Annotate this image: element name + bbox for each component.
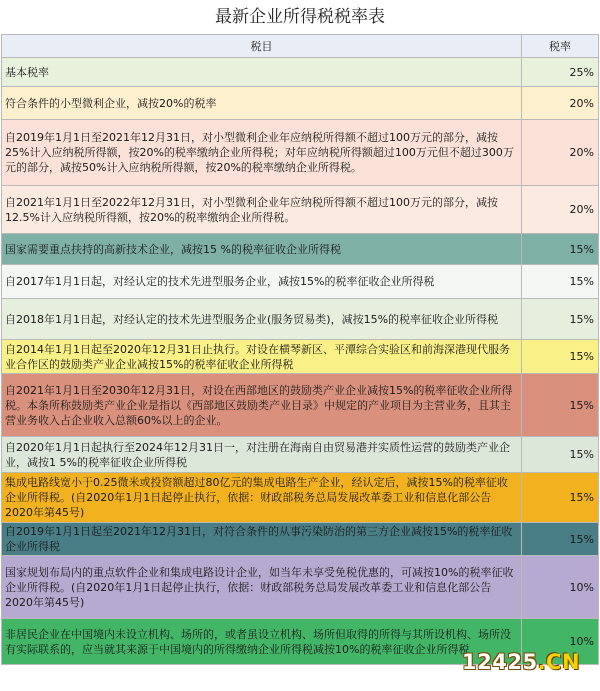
- tax-rate-table: [1, 34, 599, 665]
- table-row: [2, 374, 599, 437]
- table-row: [2, 186, 599, 234]
- tax-rate-cell: 10%: [522, 556, 599, 619]
- tax-rate-cell: 15%: [522, 374, 599, 437]
- table-row: [2, 523, 599, 556]
- table-row: [2, 234, 599, 265]
- tax-item-cell: 国家需要重点扶持的高新技术企业，减按15 %的税率征收企业所得税: [2, 234, 522, 265]
- page-title: 最新企业所得税税率表: [215, 7, 385, 27]
- column-header-item: 税目: [2, 35, 522, 58]
- tax-item-cell: 自2014年1月1日起至2020年12月31日止执行。对设在横琴新区、平潭综合实验区和前海深港现代服务业合作区的鼓励类产业企业减按15%的税率征收企业所得税: [2, 340, 522, 374]
- table-header-row: [2, 35, 599, 58]
- site-watermark: 12425.CN: [462, 650, 581, 674]
- tax-rate-cell: 15%: [522, 340, 599, 374]
- tax-item-cell: 自2021年1月1日至2030年12月31日，对设在西部地区的鼓励类产业企业减按15%的税率征收企业所得税。本条所称鼓励类产业企业是指以《西部地区鼓励类产业目录》中规定的产业项目为主营业务，且其主营业务收入占企业收入总额60%以上的企业。: [2, 374, 522, 437]
- tax-item-cell: 自2021年1月1日至2022年12月31日，对小型微利企业年应纳税所得额不超过100万元的部分，减按12.5%计入应纳税所得额，按20%的税率缴纳企业所得税。: [2, 186, 522, 234]
- tax-rate-cell: 15%: [522, 299, 599, 340]
- tax-rate-cell: 10%: [522, 619, 599, 665]
- tax-rate-cell: 20%: [522, 87, 599, 120]
- tax-item-cell: 符合条件的小型微利企业，减按20%的税率: [2, 87, 522, 120]
- tax-item-cell: 非居民企业在中国境内未设立机构、场所的，或者虽设立机构、场所但取得的所得与其所设机构、场所没有实际联系的，应当就其来源于中国境内的所得缴纳企业所得税减按10%的税率征收企业所得税: [2, 619, 522, 665]
- tax-rate-cell: 15%: [522, 234, 599, 265]
- table-row: [2, 437, 599, 473]
- tax-rate-cell: 15%: [522, 473, 599, 523]
- tax-rate-cell: 25%: [522, 58, 599, 87]
- table-row: [2, 556, 599, 619]
- table-row: [2, 340, 599, 374]
- tax-item-cell: 自2019年1月1日至2021年12月31日，对小型微利企业年应纳税所得额不超过100万元的部分，减按25%计入应纳税所得额，按20%的税率缴纳企业所得税；对年应纳税所得额超过100万元但不超过300万元的部分，减按50%计入应纳税所得额，按20%的税率缴纳企业所得税。: [2, 120, 522, 186]
- tax-rate-cell: 15%: [522, 437, 599, 473]
- tax-rate-cell: 15%: [522, 523, 599, 556]
- table-row: [2, 473, 599, 523]
- tax-item-cell: 国家规划布局内的重点软件企业和集成电路设计企业，如当年未享受免税优惠的，可减按10%的税率征收企业所得税。(自2020年1月1日起停止执行，依据：财政部税务总局发展改革委工业和信息化部公告2020年第45号): [2, 556, 522, 619]
- tax-item-cell: 集成电路线宽小于0.25微米或投资额超过80亿元的集成电路生产企业，经认定后，减按15%的税率征收企业所得税。(自2020年1月1日起停止执行，依据：财政部税务总局发展改革委工业和信息化部公告2020年第45号): [2, 473, 522, 523]
- tax-item-cell: 自2020年1月1日起执行至2024年12月31日一，对注册在海南自由贸易港并实质性运营的鼓励类产业企业，减按1 5%的税率征收企业所得税: [2, 437, 522, 473]
- tax-item-cell: 基本税率: [2, 58, 522, 87]
- table-row: [2, 58, 599, 87]
- table-row: [2, 299, 599, 340]
- tax-item-cell: 自2017年1月1日起，对经认定的技术先进型服务企业，减按15%的税率征收企业所得税: [2, 265, 522, 299]
- tax-item-cell: 自2019年1月1日起至2021年12月31日，对符合条件的从事污染防治的第三方企业减按15%的税率征收企业所得税: [2, 523, 522, 556]
- table-row: [2, 87, 599, 120]
- tax-rate-cell: 20%: [522, 186, 599, 234]
- tax-item-cell: 自2018年1月1日起，对经认定的技术先进型服务企业(服务贸易类)，减按15%的税率征收企业所得税: [2, 299, 522, 340]
- table-row: [2, 265, 599, 299]
- column-header-rate: 税率: [522, 35, 599, 58]
- table-row: [2, 120, 599, 186]
- tax-rate-cell: 20%: [522, 120, 599, 186]
- tax-rate-cell: 15%: [522, 265, 599, 299]
